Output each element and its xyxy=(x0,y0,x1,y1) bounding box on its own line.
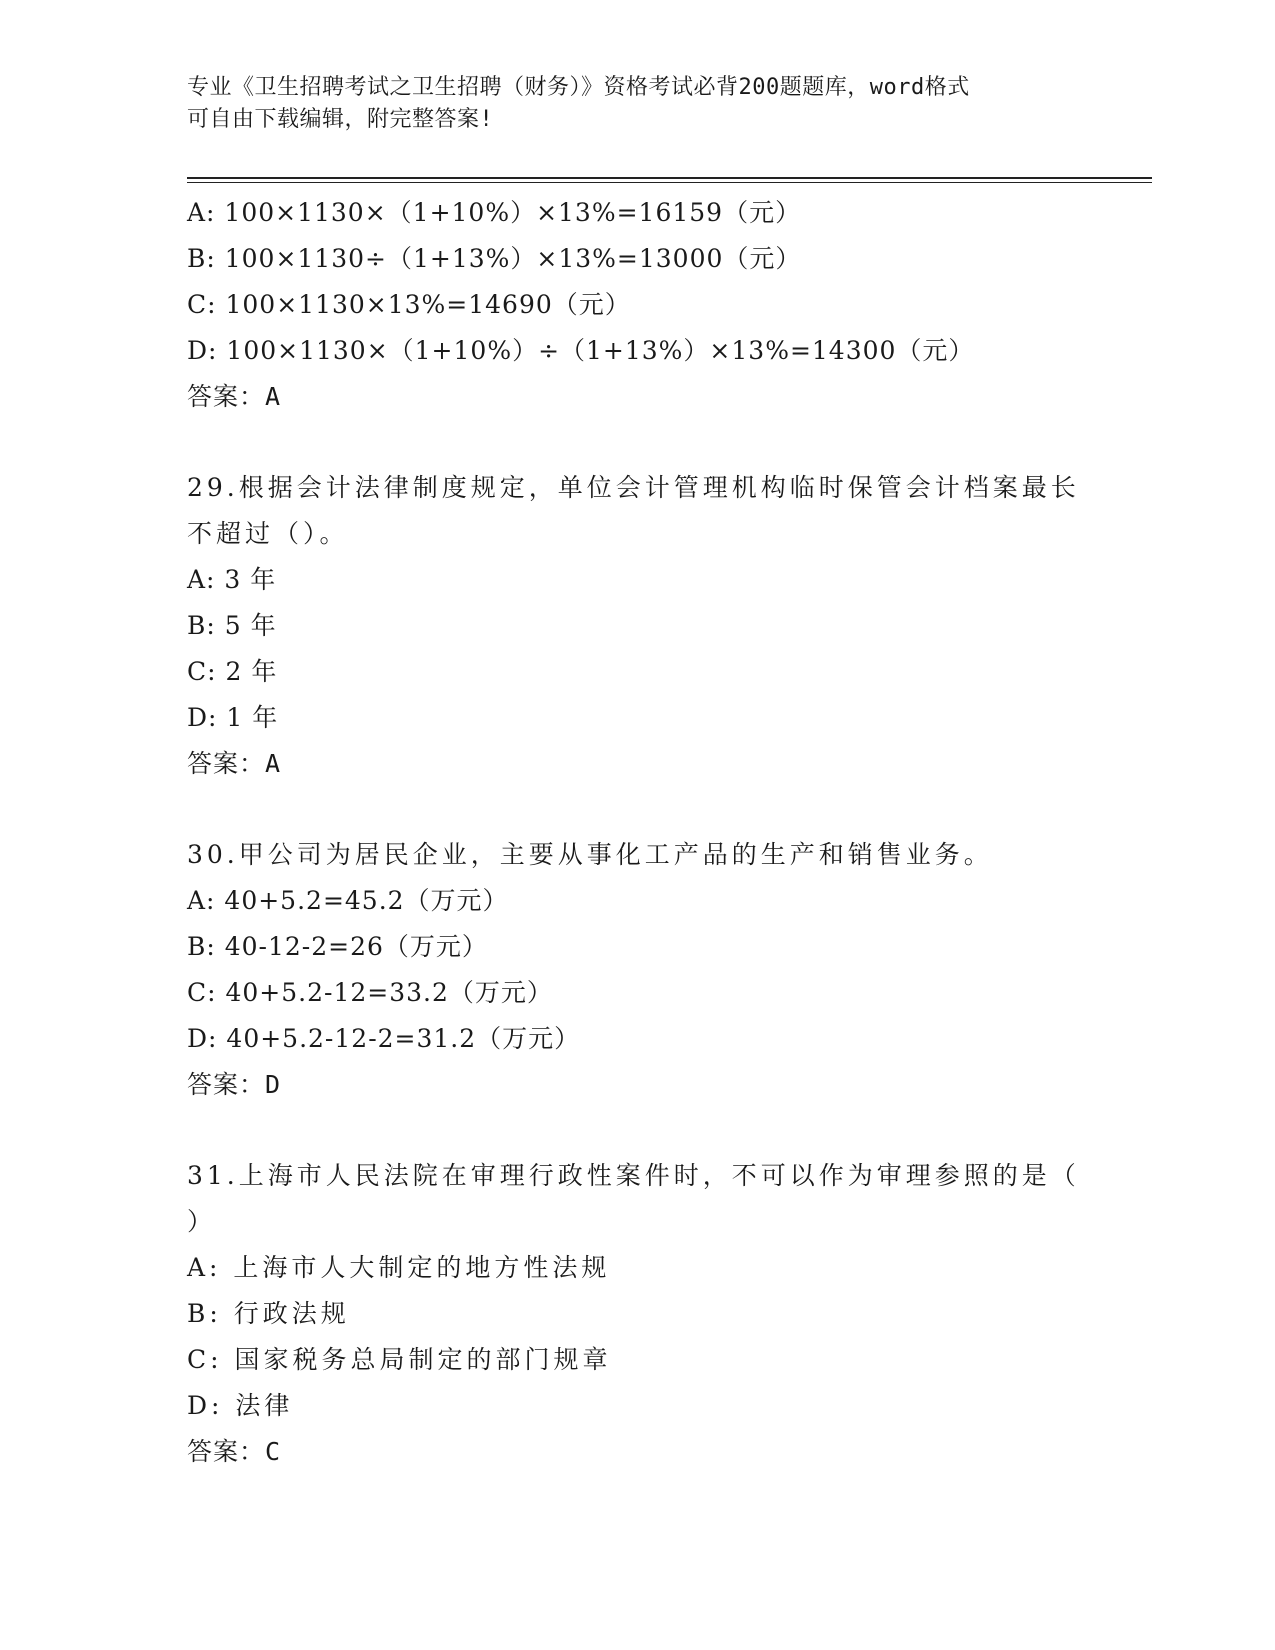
option-d: D: 40+5.2-12-2=31.2（万元） xyxy=(187,1024,581,1053)
answer-value: C xyxy=(265,1437,282,1466)
answer-line xyxy=(187,374,1087,420)
option-b: B: 40-12-2=26（万元） xyxy=(187,932,488,961)
option-a: A: 3 年 xyxy=(187,565,277,594)
answer-label: 答案： xyxy=(187,749,266,778)
question-stem: 30.甲公司为居民企业，主要从事化工产品的生产和销售业务。 xyxy=(187,840,993,869)
question-stem: 31.上海市人民法院在审理行政性案件时，不可以作为审理参照的是（ xyxy=(187,1161,1080,1190)
option-b: B: 5 年 xyxy=(187,611,277,640)
answer-value: A xyxy=(265,749,282,778)
option-c: C: 40+5.2-12=33.2（万元） xyxy=(187,978,553,1007)
option-d: D: 100×1130×（1+10%）÷（1+13%）×13%=14300（元） xyxy=(187,336,975,365)
spacer xyxy=(187,1108,1087,1153)
option-b: B: 100×1130÷（1+13%）×13%=13000（元） xyxy=(187,244,802,273)
answer-line xyxy=(187,741,1087,787)
option-d: D: 法律 xyxy=(187,1391,294,1420)
answer-label: 答案： xyxy=(187,1070,266,1099)
question-30 xyxy=(187,832,1087,1108)
header-title-line-1: 专业《卫生招聘考试之卫生招聘（财务）》资格考试必背200题题库，word格式 xyxy=(187,75,970,100)
answer-value: D xyxy=(265,1070,282,1099)
option-c: C: 100×1130×13%=14690（元） xyxy=(187,290,631,319)
question-29 xyxy=(187,465,1087,787)
option-d: D: 1 年 xyxy=(187,703,279,732)
question-stem: 29.根据会计法律制度规定，单位会计管理机构临时保管会计档案最长 xyxy=(187,473,1080,502)
answer-line xyxy=(187,1429,1087,1475)
question-list xyxy=(187,190,1087,1475)
header-title-line-2: 可自由下载编辑，附完整答案! xyxy=(187,107,494,132)
question-stem-continued: 不超过（）。 xyxy=(187,519,349,548)
question-stem-continued: ） xyxy=(187,1207,217,1236)
answer-line xyxy=(187,1062,1087,1108)
option-a: A: 上海市人大制定的地方性法规 xyxy=(187,1253,611,1282)
question-28-continued xyxy=(187,190,1087,420)
option-a: A: 100×1130×（1+10%）×13%=16159（元） xyxy=(187,198,802,227)
option-a: A: 40+5.2=45.2（万元） xyxy=(187,886,509,915)
header-divider-thin xyxy=(187,182,1152,183)
answer-value: A xyxy=(265,382,282,411)
document-header xyxy=(187,72,1067,136)
option-c: C: 国家税务总局制定的部门规章 xyxy=(187,1345,612,1374)
answer-label: 答案： xyxy=(187,382,266,411)
header-divider-thick xyxy=(187,177,1152,179)
spacer xyxy=(187,787,1087,832)
option-c: C: 2 年 xyxy=(187,657,278,686)
question-31 xyxy=(187,1153,1087,1475)
spacer xyxy=(187,420,1087,465)
option-b: B: 行政法规 xyxy=(187,1299,350,1328)
answer-label: 答案： xyxy=(187,1437,266,1466)
